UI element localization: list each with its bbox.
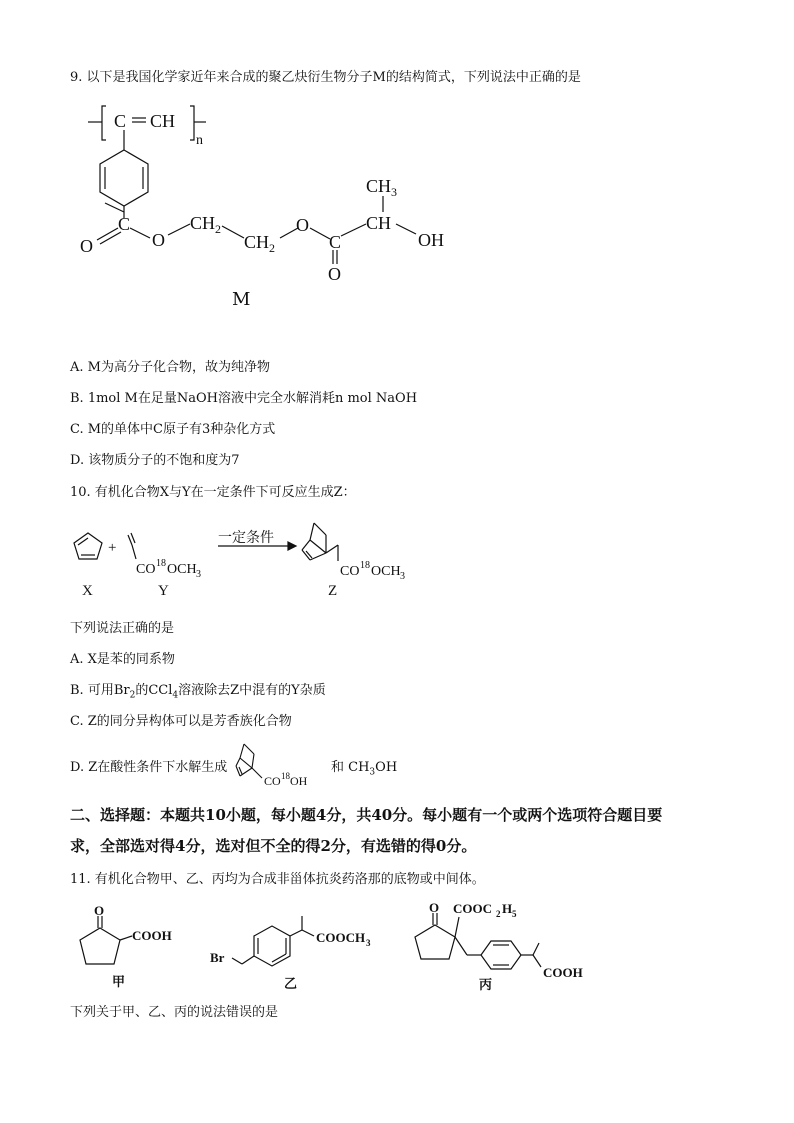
label-z: Z [328, 583, 338, 599]
section2-line2: 求，全部选对得4分，选对但不全的得2分，有选错的得0分。 [70, 837, 477, 855]
section2-line1: 二、选择题：本题共10小题，每小题4分，共40分。每小题有一个或两个选项符合题目要 [70, 806, 663, 824]
bing-sub1: 2 [496, 909, 501, 919]
norbornene-z [302, 523, 338, 561]
q9-option-c: C. M的单体中C原子有3种杂化方式 [70, 422, 276, 437]
m-ch2b-sub: 2 [269, 241, 275, 255]
z-sup: 18 [360, 560, 370, 571]
m-ch2a: CH [190, 213, 216, 233]
m-n: n [196, 133, 203, 148]
m-ch-top: CH [366, 213, 392, 233]
polymer-m-structure [80, 100, 540, 310]
y-rest: OCH [167, 562, 197, 577]
q9-stem: 9. 以下是我国化学家近年来合成的聚乙炔衍生物分子M的结构简式，下列说法中正确的是 [70, 70, 581, 85]
m-ch: CH [150, 111, 176, 131]
d-group: CO [264, 774, 281, 788]
jia-cooh: COOH [132, 928, 172, 943]
q9-option-a: A. M为高分子化合物，故为纯净物 [70, 360, 270, 375]
q10-option-a: A. X是苯的同系物 [70, 652, 175, 667]
z-group: CO [340, 564, 360, 579]
d-rest: OH [290, 774, 308, 788]
m-ch3: CH [366, 176, 392, 196]
bing-sub2: 5 [512, 909, 517, 919]
option-d-structure [228, 740, 338, 790]
bing-label: 丙 [479, 977, 493, 992]
m-c1: C [114, 111, 127, 131]
q10-option-d-pre: D. Z在酸性条件下水解生成 [70, 760, 228, 775]
q11-stem: 11. 有机化合物甲、乙、丙均为合成非甾体抗炎药洛那的底物或中间体。 [70, 872, 485, 887]
m-o-ether2: O [296, 215, 309, 235]
z-sub: 3 [400, 571, 405, 582]
z-rest: OCH [371, 564, 401, 579]
bing-o: O [429, 900, 440, 915]
y-sub: 3 [196, 569, 201, 580]
d-sup: 18 [281, 771, 290, 781]
plus-sign: + [108, 540, 117, 556]
yi-sub: 3 [366, 938, 371, 948]
m-c-ester1: C [118, 214, 131, 234]
q9-option-b: B. 1mol M在足量NaOH溶液中完全水解消耗n mol NaOH [70, 391, 418, 406]
m-oh: OH [418, 230, 444, 250]
q10-prompt: 下列说法正确的是 [70, 621, 175, 636]
m-ch3-sub: 3 [391, 185, 397, 199]
bing-structure [405, 895, 595, 995]
bing-h: H [502, 901, 513, 916]
m-c-ester2: C [329, 232, 342, 252]
yi-structure [210, 900, 390, 990]
reaction-scheme [70, 515, 430, 605]
m-label: M [232, 289, 251, 310]
q10-stem: 10. 有机化合物X与Y在一定条件下可反应生成Z： [70, 485, 356, 500]
m-o-ether1: O [152, 230, 165, 250]
yi-label: 乙 [284, 976, 298, 991]
jia-structure [70, 900, 190, 990]
m-o-carbonyl1: O [80, 236, 93, 256]
m-o-carbonyl2: O [328, 264, 341, 284]
jia-o: O [94, 903, 105, 918]
label-x: X [82, 583, 93, 599]
q10-option-c: C. Z的同分异构体可以是芳香族化合物 [70, 714, 292, 729]
q10-option-d-post: 和 $CH_3OH$ [331, 760, 398, 778]
q11-prompt: 下列关于甲、乙、丙的说法错误的是 [70, 1005, 279, 1020]
q9-option-d: D. 该物质分子的不饱和度为7 [70, 453, 240, 468]
q10-option-b: B. 可用$Br_2$的CCl$_4$溶液除去Z中混有的Y杂质 [70, 683, 326, 701]
yi-cooch3: COOCH [316, 930, 366, 945]
m-ch2a-sub: 2 [215, 222, 221, 236]
jia-label: 甲 [112, 974, 126, 989]
label-y: Y [158, 583, 169, 599]
bing-cooc2h5: COOC [453, 901, 492, 916]
bing-cooh: COOH [543, 965, 583, 980]
yi-br: Br [210, 950, 225, 965]
m-ch2b: CH [244, 232, 270, 252]
condition-text: 一定条件 [218, 531, 274, 546]
y-sup: 18 [156, 558, 166, 569]
y-group: CO [136, 562, 156, 577]
